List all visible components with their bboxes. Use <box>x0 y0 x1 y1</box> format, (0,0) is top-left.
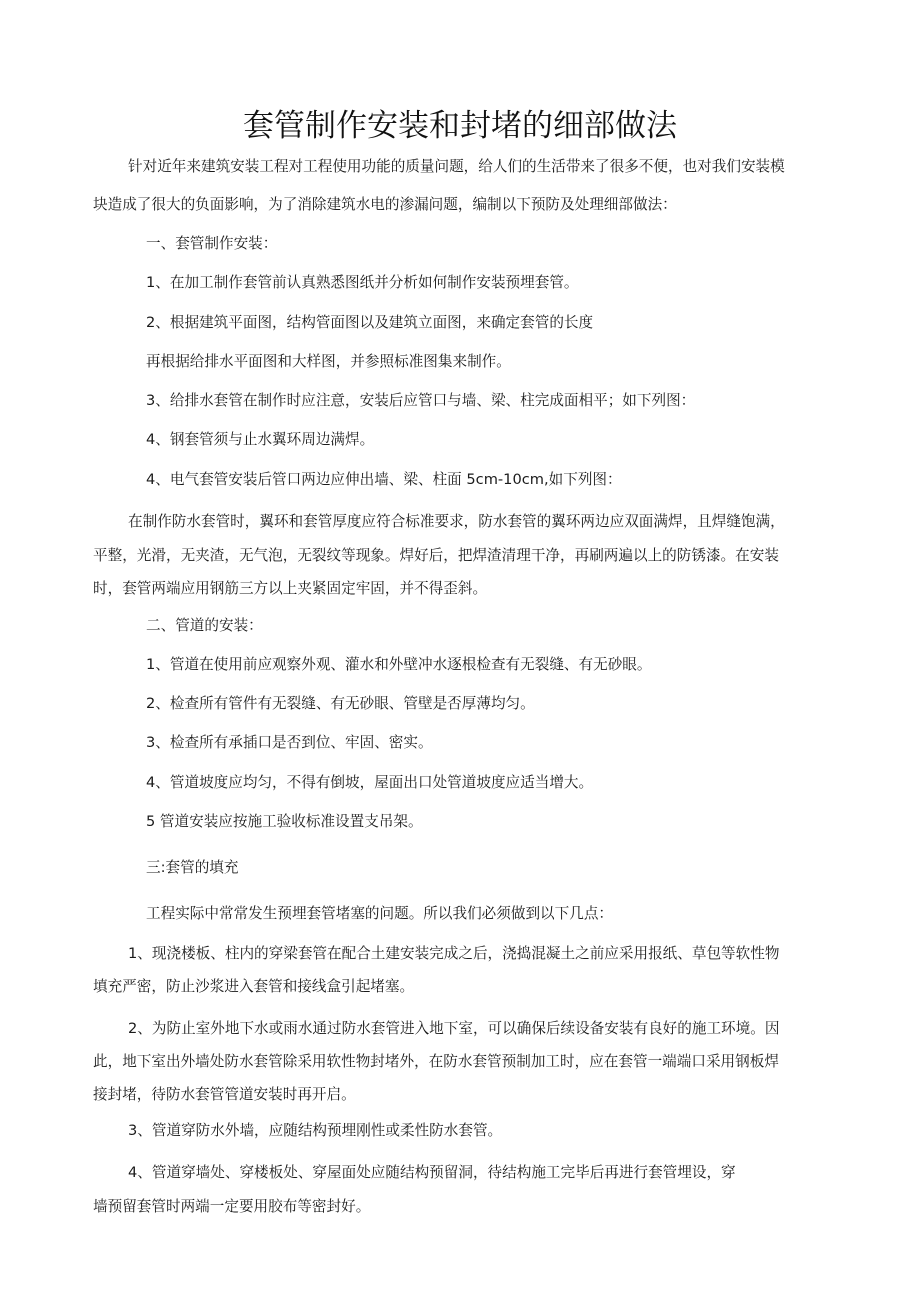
section-heading-1: 一、套管制作安装： <box>146 235 278 252</box>
list-item-3-2-line-3: 接封堵，待防水套管管道安装时再开启。 <box>93 1086 356 1103</box>
list-item-2-1: 1、管道在使用前应观察外观、灌水和外壁冲水逐根检查有无裂缝、有无砂眼。 <box>146 656 652 673</box>
list-item-3-1-line-2: 填充严密，防止沙浆进入套管和接线盒引起堵塞。 <box>93 978 415 995</box>
list-item-1-2-continued: 再根据给排水平面图和大样图，并参照标准图集来制作。 <box>146 353 511 370</box>
list-item-3-3: 3、管道穿防水外墙，应随结构预埋刚性或柔性防水套管。 <box>128 1122 503 1139</box>
list-item-3-4-line-2: 墙预留套管时两端一定要用胶布等密封好。 <box>93 1198 371 1215</box>
list-item-2-3: 3、检查所有承插口是否到位、牢固、密实。 <box>146 734 433 751</box>
list-item-1-3: 3、给排水套管在制作时应注意，安装后应管口与墙、梁、柱完成面相平；如下列图： <box>146 392 696 409</box>
list-item-1-2: 2、根据建筑平面图，结构管面图以及建筑立面图，来确定套管的长度 <box>146 314 594 331</box>
paragraph-intro-line-1: 针对近年来建筑安装工程对工程使用功能的质量问题，给人们的生活带来了很多不便，也对我们安装模 <box>128 158 785 175</box>
paragraph-filling-intro: 工程实际中常常发生预埋套管堵塞的问题。所以我们必须做到以下几点： <box>146 905 614 922</box>
document-title: 套管制作安装和封堵的细部做法 <box>243 108 677 144</box>
list-item-1-4b: 4、电气套管安装后管口两边应伸出墙、梁、柱面 5cm-10cm,如下列图： <box>146 471 622 488</box>
paragraph-waterproof-line-2: 平整，光滑，无夹渣，无气泡，无裂纹等现象。焊好后，把焊渣清理干净，再刷两遍以上的防锈漆。在安装 <box>93 547 779 564</box>
paragraph-waterproof-line-3: 时，套管两端应用钢筋三方以上夹紧固定牢固，并不得歪斜。 <box>93 580 488 597</box>
list-item-2-4: 4、管道坡度应均匀，不得有倒坡，屋面出口处管道坡度应适当增大。 <box>146 774 594 791</box>
list-item-3-1-line-1: 1、现浇楼板、柱内的穿梁套管在配合土建安装完成之后，浇捣混凝土之前应采用报纸、草包等软性物 <box>128 945 780 962</box>
list-item-2-2: 2、检查所有管件有无裂缝、有无砂眼、管壁是否厚薄均匀。 <box>146 695 535 712</box>
list-item-3-2-line-2: 此，地下室出外墙处防水套管除采用软性物封堵外，在防水套管预制加工时，应在套管一端端口采用钢板焊 <box>93 1053 779 1070</box>
section-heading-2: 二、管道的安装： <box>146 617 263 634</box>
paragraph-intro-line-2: 块造成了很大的负面影响，为了消除建筑水电的渗漏问题，编制以下预防及处理细部做法： <box>93 196 677 213</box>
list-item-2-5: 5 管道安装应按施工验收标准设置支吊架。 <box>146 813 423 830</box>
list-item-3-2-line-1: 2、为防止室外地下水或雨水通过防水套管进入地下室，可以确保后续设备安装有良好的施工环境。因 <box>128 1020 780 1037</box>
list-item-3-4-line-1: 4、管道穿墙处、穿楼板处、穿屋面处应随结构预留洞，待结构施工完毕后再进行套管埋设，穿 <box>128 1164 736 1181</box>
paragraph-waterproof-line-1: 在制作防水套管时，翼环和套管厚度应符合标准要求，防水套管的翼环两边应双面满焊，且焊缝饱满， <box>128 513 785 530</box>
list-item-1-1: 1、在加工制作套管前认真熟悉图纸并分析如何制作安装预埋套管。 <box>146 274 579 291</box>
section-heading-3: 三:套管的填充 <box>146 859 239 876</box>
list-item-1-4: 4、钢套管须与止水翼环周边满焊。 <box>146 431 375 448</box>
